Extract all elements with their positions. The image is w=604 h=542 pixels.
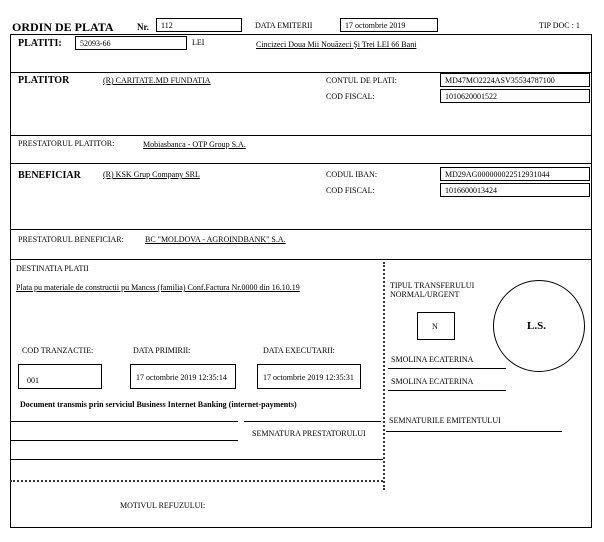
beneficiar-fiscal-label: COD FISCAL: [326, 186, 375, 195]
number-label: Nr. [137, 22, 149, 32]
dotted-divider [10, 480, 383, 482]
number-value: 112 [161, 21, 173, 30]
signer-1: SMOLINA ECATERINA [391, 355, 474, 364]
transfer-type-value: N [432, 322, 438, 331]
stamp-label: L.S. [527, 320, 546, 332]
platiti-label: PLATITI: [18, 38, 62, 49]
date-label: DATA EMITERII [255, 21, 313, 30]
date-field [340, 18, 438, 32]
platitor-fiscal-value: 1010620001522 [445, 92, 497, 101]
semnatura-prestatorului: SEMNATURA PRESTATORULUI [252, 429, 366, 438]
prestator-platitor-label: PRESTATORUL PLATITOR: [18, 139, 115, 148]
divider [10, 135, 592, 136]
data-primirii-label: DATA PRIMIRII: [133, 346, 191, 355]
prestator-platitor-value: Mobiasbanca - OTP Group S.A. [143, 140, 246, 149]
divider [10, 421, 238, 422]
currency: LEI [192, 38, 205, 47]
signer-2: SMOLINA ECATERINA [391, 377, 474, 386]
data-executarii-label: DATA EXECUTARII: [263, 346, 335, 355]
amount-field [75, 36, 187, 50]
divider [10, 440, 238, 441]
platitor-account-field [440, 73, 590, 87]
signature-line [388, 390, 506, 391]
platitor-name: (R) CARITATE.MD FUNDATIA [103, 76, 211, 85]
platitor-label: PLATITOR [18, 75, 70, 86]
prestator-beneficiar-label: PRESTATORUL BENEFICIAR: [18, 235, 124, 244]
data-primirii-value: 17 octombrie 2019 12:35:14 [136, 373, 227, 382]
dotted-separator [383, 262, 385, 490]
tranzactie-cod-value: 001 [27, 376, 39, 385]
signature-line [388, 368, 506, 369]
beneficiar-iban-field [440, 167, 590, 181]
data-executarii-field [257, 364, 361, 389]
tranzactie-cod-label: COD TRANZACTIE: [22, 346, 94, 355]
document-title: ORDIN DE PLATA [12, 20, 114, 34]
beneficiar-label: BENEFICIAR [18, 170, 81, 181]
beneficiar-iban-label: CODUL IBAN: [326, 170, 378, 179]
divider [10, 229, 592, 230]
transfer-type-field [417, 312, 455, 340]
divider [10, 259, 592, 260]
destinatia-label: DESTINATIA PLATII [16, 264, 89, 273]
signature-line [386, 431, 562, 432]
document-type: TIP DOC : 1 [539, 21, 580, 30]
data-primirii-field [130, 364, 236, 389]
platitor-account-value: MD47MO2224ASV35534787100 [445, 76, 555, 85]
beneficiar-fiscal-field [440, 183, 590, 197]
tranzactie-cod-field [18, 364, 102, 389]
divider [10, 163, 592, 164]
destinatia-value: Plata pu materiale de constructii pu Mancss (familia) Conf.Factura Nr.0000 din 16.10.19 [16, 283, 300, 292]
document-note: Document transmis prin serviciul Business Internet Banking (internet-payments) [20, 400, 297, 409]
divider [10, 459, 383, 460]
semnaturile-emitentului: SEMNATURILE EMITENTULUI [389, 416, 501, 425]
prestator-beneficiar-value: BC "MOLDOVA - AGROINDBANK" S.A. [145, 235, 286, 244]
transfer-type-label: TIPUL TRANSFERULUI [390, 281, 475, 290]
date-value: 17 octombrie 2019 [345, 21, 406, 30]
platitor-fiscal-field [440, 89, 590, 103]
divider [244, 421, 381, 422]
data-executarii-value: 17 octombrie 2019 12:35:31 [263, 373, 354, 382]
motivul-refuzului: MOTIVUL REFUZULUI: [120, 501, 206, 510]
beneficiar-name: (R) KSK Grup Company SRL [103, 170, 200, 179]
transfer-type-sublabel: NORMAL/URGENT [390, 290, 460, 299]
number-field [156, 18, 242, 32]
beneficiar-iban-value: MD29AG000000022512931044 [445, 170, 550, 179]
beneficiar-fiscal-value: 1016600013424 [445, 186, 497, 195]
amount-in-words: Cincizeci Doua Mii Nouăzeci Şi Trei LEI 66 Bani [256, 40, 417, 49]
amount-value: 52093-66 [80, 39, 111, 48]
platitor-account-label: CONTUL DE PLATI: [326, 76, 397, 85]
form-frame [10, 34, 592, 528]
platitor-fiscal-label: COD FISCAL: [326, 92, 375, 101]
